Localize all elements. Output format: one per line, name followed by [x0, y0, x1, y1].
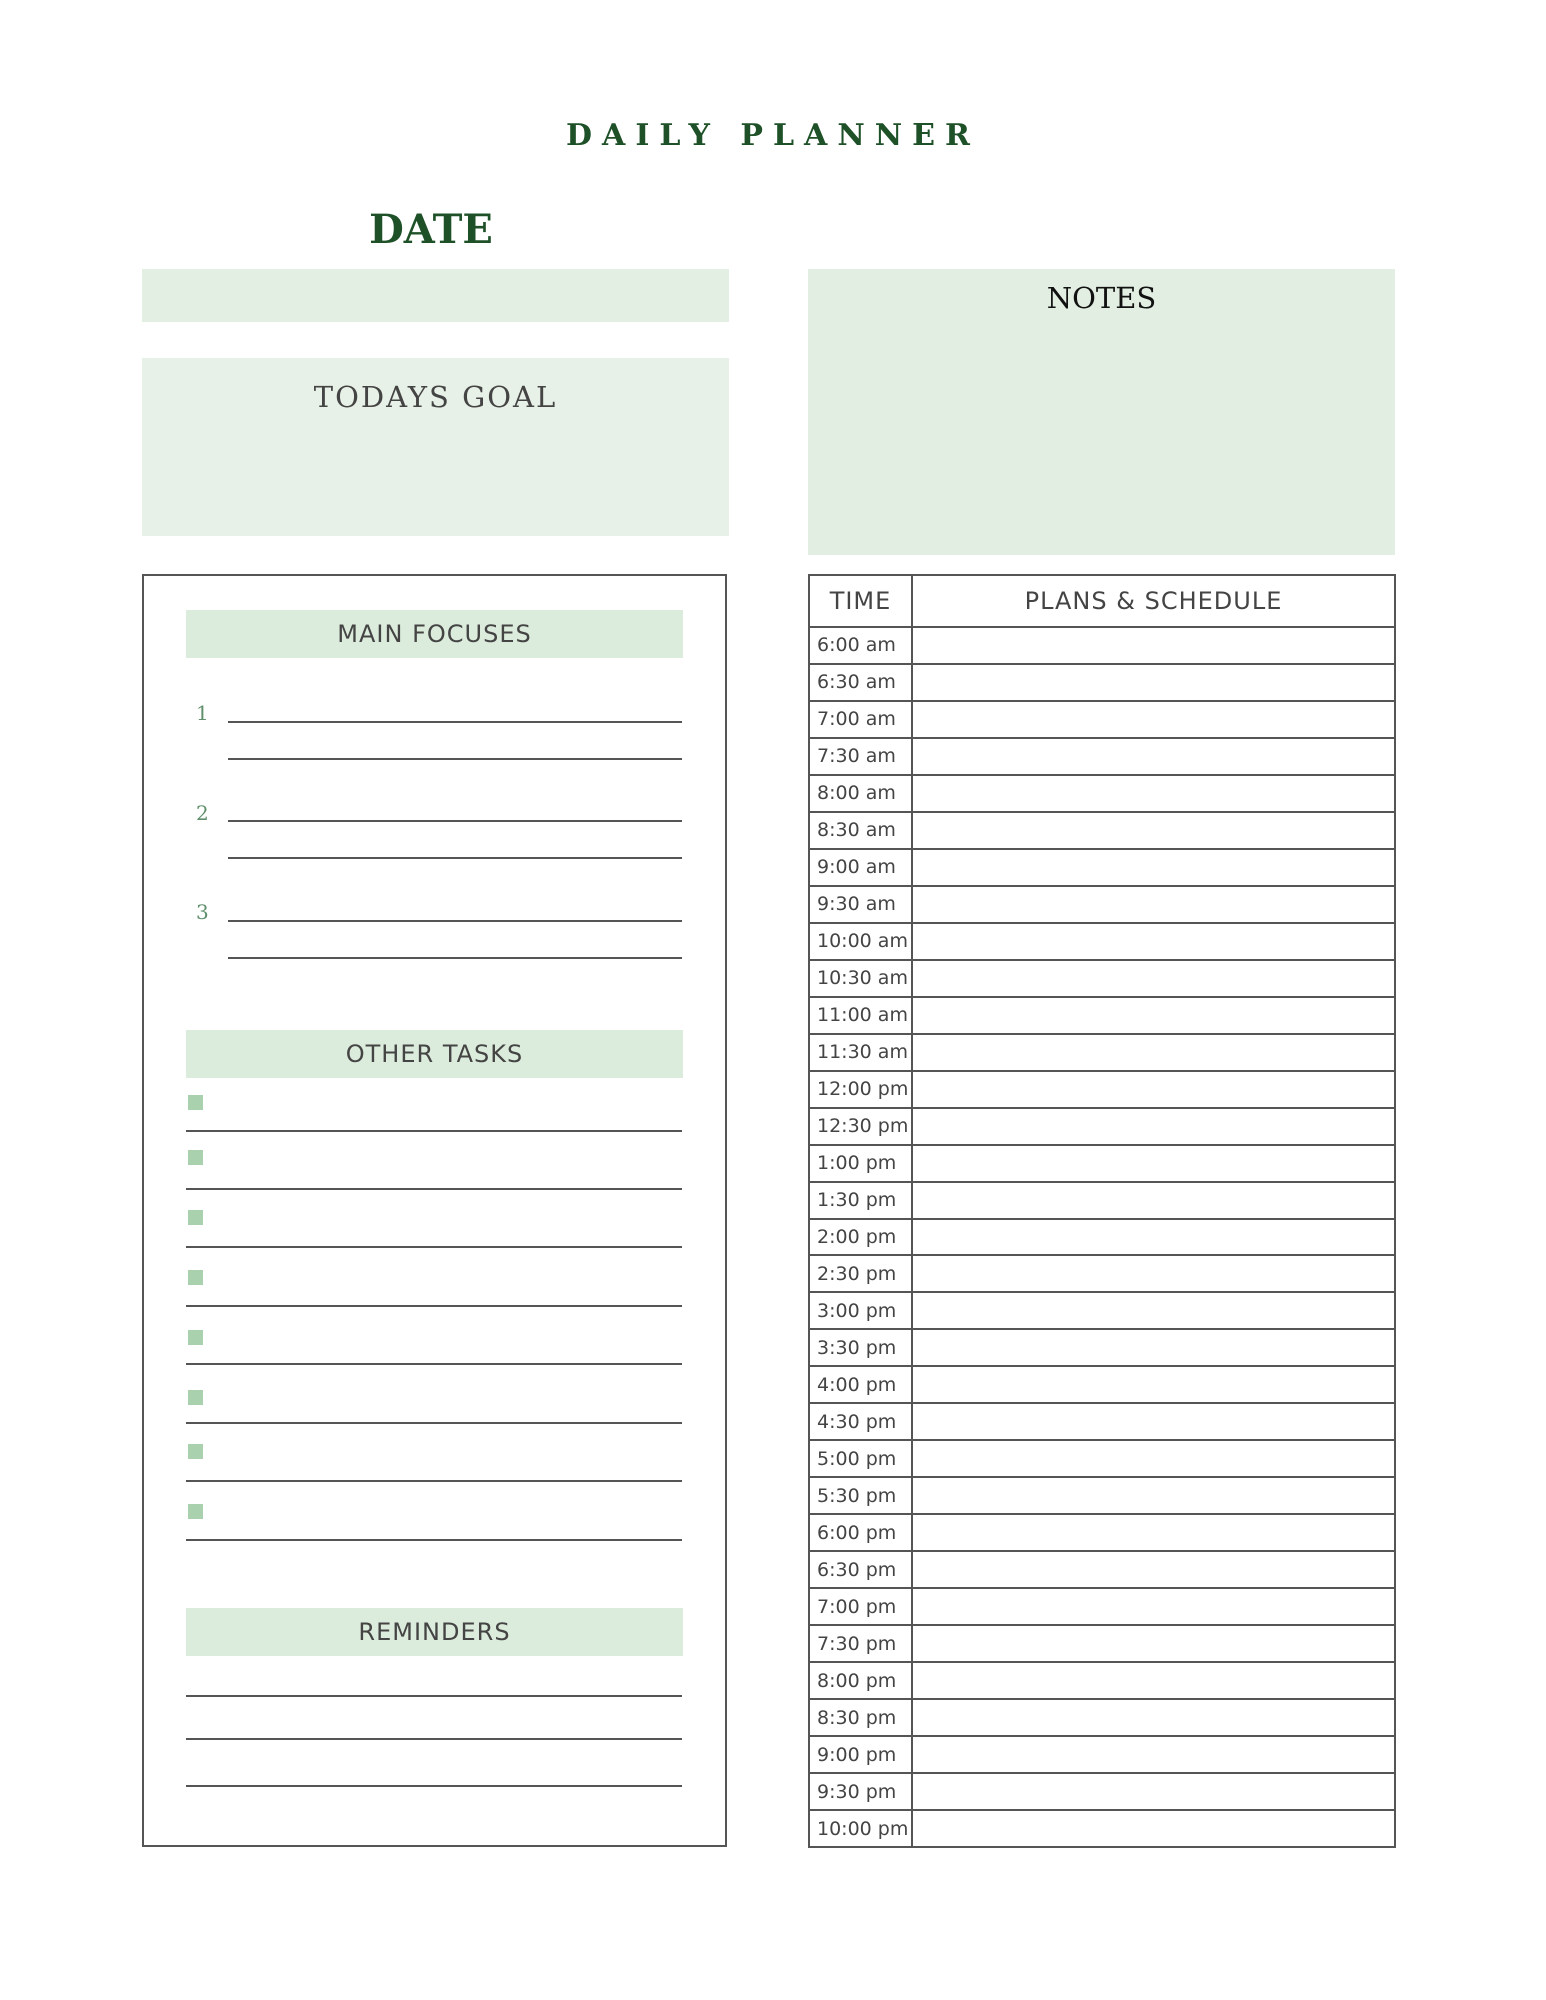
- reminder-line[interactable]: [186, 1695, 682, 1697]
- schedule-rows: [809, 627, 1395, 1847]
- focus-number: 1: [196, 701, 209, 725]
- schedule-table: [808, 574, 1396, 1848]
- time-slot-label: 7:00 am: [809, 701, 912, 738]
- plan-entry-cell[interactable]: [912, 627, 1395, 664]
- notes-box[interactable]: [808, 269, 1395, 555]
- time-slot-label: 4:00 pm: [809, 1366, 912, 1403]
- time-slot-label: 7:30 pm: [809, 1625, 912, 1662]
- task-line[interactable]: [186, 1305, 682, 1307]
- time-slot-label: 7:00 pm: [809, 1588, 912, 1625]
- schedule-row: [809, 1329, 1395, 1366]
- plan-entry-cell[interactable]: [912, 1255, 1395, 1292]
- time-slot-label: 8:30 pm: [809, 1699, 912, 1736]
- schedule-row: [809, 1440, 1395, 1477]
- plan-entry-cell[interactable]: [912, 849, 1395, 886]
- time-slot-label: 5:00 pm: [809, 1440, 912, 1477]
- plan-entry-cell[interactable]: [912, 1329, 1395, 1366]
- task-line[interactable]: [186, 1539, 682, 1541]
- notes-label: NOTES: [1046, 281, 1157, 315]
- schedule-row: [809, 1366, 1395, 1403]
- time-slot-label: 9:00 pm: [809, 1736, 912, 1773]
- plan-entry-cell[interactable]: [912, 1182, 1395, 1219]
- task-checkbox[interactable]: [188, 1210, 203, 1225]
- plan-entry-cell[interactable]: [912, 1292, 1395, 1329]
- schedule-row: [809, 812, 1395, 849]
- todays-goal-label: TODAYS GOAL: [313, 380, 558, 414]
- plans-column-header: PLANS & SCHEDULE: [912, 575, 1395, 627]
- focus-3-line-2[interactable]: [228, 957, 682, 959]
- time-slot-label: 10:00 pm: [809, 1810, 912, 1847]
- task-line[interactable]: [186, 1363, 682, 1365]
- time-slot-label: 9:30 am: [809, 886, 912, 923]
- date-field[interactable]: [142, 269, 729, 322]
- planner-title: DAILY PLANNER: [566, 118, 980, 153]
- plan-entry-cell[interactable]: [912, 997, 1395, 1034]
- plan-entry-cell[interactable]: [912, 1477, 1395, 1514]
- time-slot-label: 2:30 pm: [809, 1255, 912, 1292]
- task-checkbox[interactable]: [188, 1504, 203, 1519]
- schedule-row: [809, 701, 1395, 738]
- schedule-row: [809, 960, 1395, 997]
- plan-entry-cell[interactable]: [912, 923, 1395, 960]
- schedule-row: [809, 1145, 1395, 1182]
- schedule-row: [809, 664, 1395, 701]
- focus-3-line-1[interactable]: [228, 920, 682, 922]
- time-slot-label: 8:00 am: [809, 775, 912, 812]
- schedule-row: [809, 1219, 1395, 1256]
- schedule-row: [809, 1403, 1395, 1440]
- time-slot-label: 8:00 pm: [809, 1662, 912, 1699]
- schedule-row: [809, 1292, 1395, 1329]
- time-slot-label: 11:00 am: [809, 997, 912, 1034]
- plan-entry-cell[interactable]: [912, 1071, 1395, 1108]
- task-checkbox[interactable]: [188, 1444, 203, 1459]
- task-checkbox[interactable]: [188, 1150, 203, 1165]
- time-slot-label: 1:30 pm: [809, 1182, 912, 1219]
- task-line[interactable]: [186, 1188, 682, 1190]
- time-slot-label: 6:00 pm: [809, 1514, 912, 1551]
- plan-entry-cell[interactable]: [912, 1736, 1395, 1773]
- schedule-row: [809, 1034, 1395, 1071]
- schedule-row: [809, 738, 1395, 775]
- task-checkbox[interactable]: [188, 1095, 203, 1110]
- main-focuses-header: MAIN FOCUSES: [186, 610, 683, 658]
- schedule-row: [809, 1551, 1395, 1588]
- schedule-row: [809, 1255, 1395, 1292]
- reminders-header: REMINDERS: [186, 1608, 683, 1656]
- time-slot-label: 6:30 pm: [809, 1551, 912, 1588]
- focus-1-line-2[interactable]: [228, 758, 682, 760]
- plan-entry-cell[interactable]: [912, 1699, 1395, 1736]
- reminder-line[interactable]: [186, 1785, 682, 1787]
- task-line[interactable]: [186, 1130, 682, 1132]
- plan-entry-cell[interactable]: [912, 1810, 1395, 1847]
- task-line[interactable]: [186, 1480, 682, 1482]
- plan-entry-cell[interactable]: [912, 664, 1395, 701]
- time-slot-label: 8:30 am: [809, 812, 912, 849]
- plan-entry-cell[interactable]: [912, 812, 1395, 849]
- plan-entry-cell[interactable]: [912, 1773, 1395, 1810]
- focus-2-line-1[interactable]: [228, 820, 682, 822]
- schedule-row: [809, 1108, 1395, 1145]
- time-slot-label: 7:30 am: [809, 738, 912, 775]
- plan-entry-cell[interactable]: [912, 1625, 1395, 1662]
- plan-entry-cell[interactable]: [912, 1034, 1395, 1071]
- time-slot-label: 1:00 pm: [809, 1145, 912, 1182]
- plan-entry-cell[interactable]: [912, 1108, 1395, 1145]
- schedule-row: [809, 849, 1395, 886]
- plan-entry-cell[interactable]: [912, 1219, 1395, 1256]
- schedule-row: [809, 1662, 1395, 1699]
- task-checkbox[interactable]: [188, 1330, 203, 1345]
- schedule-row: [809, 1810, 1395, 1847]
- plan-entry-cell[interactable]: [912, 775, 1395, 812]
- time-column-header: TIME: [809, 575, 912, 627]
- schedule-row: [809, 997, 1395, 1034]
- schedule-row: [809, 775, 1395, 812]
- plan-entry-cell[interactable]: [912, 960, 1395, 997]
- plan-entry-cell[interactable]: [912, 1145, 1395, 1182]
- plan-entry-cell[interactable]: [912, 886, 1395, 923]
- time-slot-label: 6:30 am: [809, 664, 912, 701]
- schedule-row: [809, 1477, 1395, 1514]
- todays-goal-box[interactable]: [142, 358, 729, 536]
- date-label: DATE: [369, 206, 493, 253]
- time-slot-label: 9:30 pm: [809, 1773, 912, 1810]
- plan-entry-cell[interactable]: [912, 1514, 1395, 1551]
- schedule-row: [809, 1514, 1395, 1551]
- time-slot-label: 3:00 pm: [809, 1292, 912, 1329]
- time-slot-label: 12:00 pm: [809, 1071, 912, 1108]
- time-slot-label: 2:00 pm: [809, 1219, 912, 1256]
- schedule-row: [809, 1625, 1395, 1662]
- time-slot-label: 4:30 pm: [809, 1403, 912, 1440]
- plan-entry-cell[interactable]: [912, 1551, 1395, 1588]
- focus-1-line-1[interactable]: [228, 721, 682, 723]
- time-slot-label: 11:30 am: [809, 1034, 912, 1071]
- plan-entry-cell[interactable]: [912, 738, 1395, 775]
- plan-entry-cell[interactable]: [912, 1440, 1395, 1477]
- plan-entry-cell[interactable]: [912, 1662, 1395, 1699]
- time-slot-label: 9:00 am: [809, 849, 912, 886]
- plan-entry-cell[interactable]: [912, 701, 1395, 738]
- schedule-row: [809, 1736, 1395, 1773]
- task-checkbox[interactable]: [188, 1390, 203, 1405]
- time-slot-label: 6:00 am: [809, 627, 912, 664]
- plan-entry-cell[interactable]: [912, 1403, 1395, 1440]
- schedule-row: [809, 886, 1395, 923]
- other-tasks-header: OTHER TASKS: [186, 1030, 683, 1078]
- task-line[interactable]: [186, 1422, 682, 1424]
- task-line[interactable]: [186, 1246, 682, 1248]
- schedule-row: [809, 1071, 1395, 1108]
- schedule-row: [809, 1588, 1395, 1625]
- task-checkbox[interactable]: [188, 1270, 203, 1285]
- schedule-header-row: [809, 575, 1395, 627]
- reminder-line[interactable]: [186, 1738, 682, 1740]
- schedule-row: [809, 1182, 1395, 1219]
- plan-entry-cell[interactable]: [912, 1366, 1395, 1403]
- schedule-row: [809, 1773, 1395, 1810]
- schedule-row: [809, 627, 1395, 664]
- time-slot-label: 12:30 pm: [809, 1108, 912, 1145]
- time-slot-label: 10:30 am: [809, 960, 912, 997]
- focus-2-line-2[interactable]: [228, 857, 682, 859]
- schedule-row: [809, 923, 1395, 960]
- time-slot-label: 10:00 am: [809, 923, 912, 960]
- focus-number: 3: [196, 900, 209, 924]
- plan-entry-cell[interactable]: [912, 1588, 1395, 1625]
- tasks-panel: [142, 574, 727, 1847]
- time-slot-label: 3:30 pm: [809, 1329, 912, 1366]
- schedule-row: [809, 1699, 1395, 1736]
- time-slot-label: 5:30 pm: [809, 1477, 912, 1514]
- focus-number: 2: [196, 801, 209, 825]
